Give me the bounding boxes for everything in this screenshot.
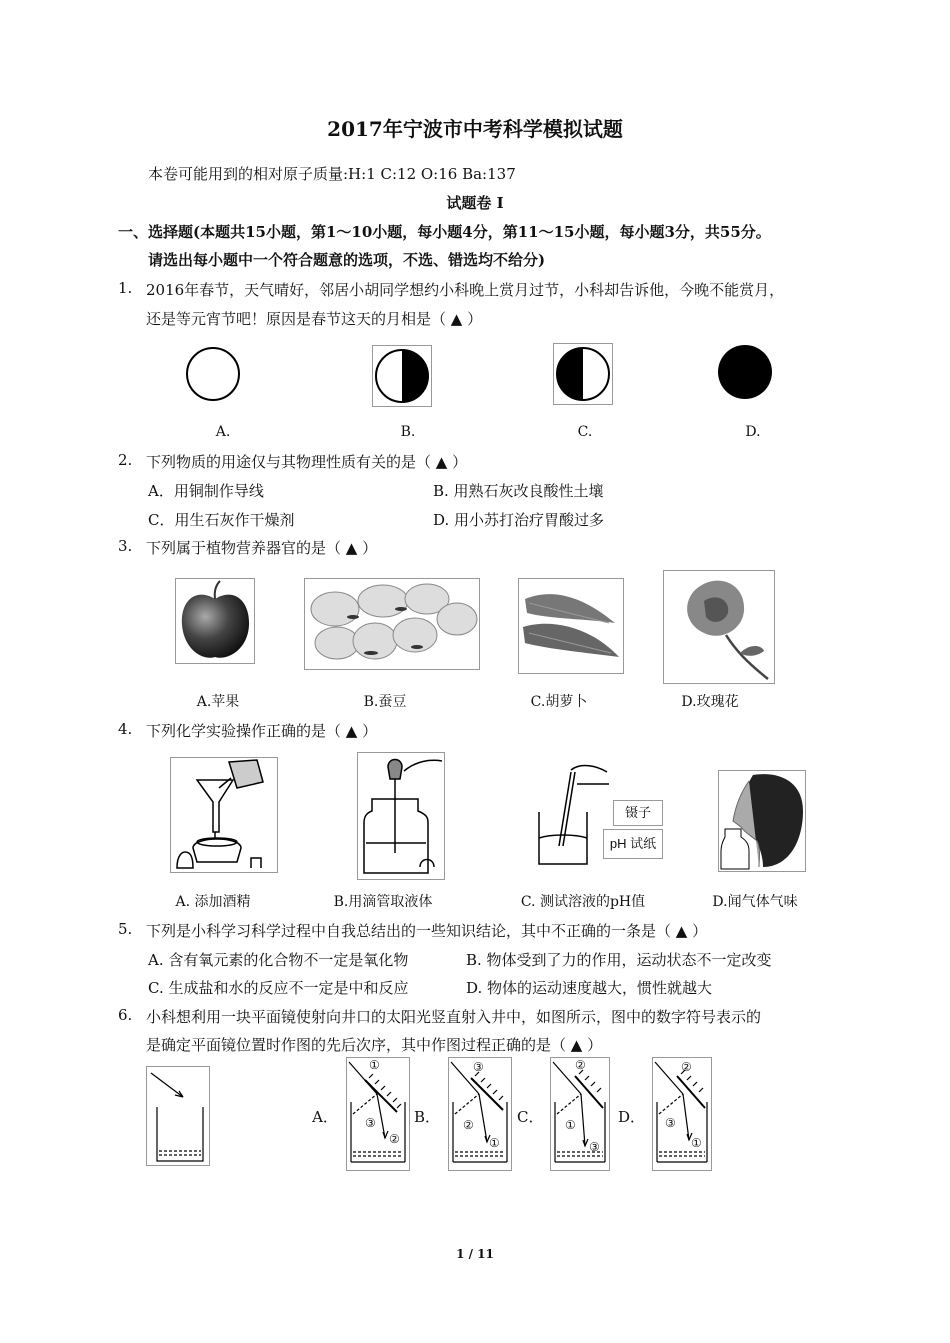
q1-text-line2: 还是等元宵节吧！原因是春节这天的月相是（ ▲ ） [146,310,483,328]
diagram-d-bottom-label: ① [691,1136,702,1150]
moon-phase-new-icon [714,341,776,403]
smell-gas-image [718,770,806,872]
q4-option-d: D.闻气体气味 [712,894,798,910]
q4-option-c: C. 测试溶液的pH值 [520,894,646,910]
q6-option-a: A． [312,1108,338,1126]
moon-phase-full-icon [183,344,243,404]
q1-option-d: D. [745,424,761,440]
q5-option-b: B. 物体受到了力的作用，运动状态不一定改变 [466,951,772,969]
dropper-image [357,752,445,880]
q2-option-a: A．用铜制作导线 [148,482,264,500]
diagram-a-mid-label: ③ [365,1116,376,1130]
part1-heading-line2: 请选出每小题中一个符合题意的选项，不选、错选均不给分) [148,251,546,269]
diagram-c-mid-label: ① [565,1118,576,1132]
rose-image [663,570,775,684]
tweezers-label: 镊子 [613,800,663,826]
q4-number: 4. [118,720,133,738]
q3-option-d: D.玫瑰花 [681,694,739,710]
moon-phase-last-quarter-icon [372,345,432,407]
carrot-image [518,578,624,674]
q2-option-c: C．用生石灰作干燥剂 [148,511,295,529]
q6-number: 6. [118,1006,133,1024]
moon-phase-first-quarter-icon [553,343,613,405]
q6-option-b: B． [414,1108,441,1126]
diagram-a-bottom-label: ② [389,1132,400,1146]
q1-option-b: B. [400,424,416,440]
q6-diagram-b [448,1057,512,1171]
part1-heading-line1: 一、选择题(本题共15小题，第1～10小题，每小题4分，第11～15小题，每小题3分，共55分。 [118,223,771,241]
well-problem-diagram [146,1066,210,1166]
q6-text-line1: 小科想利用一块平面镜使射向井口的太阳光竖直射入井中，如图所示，图中的数字符号表示的 [146,1008,762,1026]
adding-alcohol-image [170,757,278,873]
diagram-d-top-label: ② [681,1060,692,1074]
page-title: 2017年宁波市中考科学模拟试题 [327,117,623,141]
q1-text-line1: 2016年春节，天气晴好，邻居小胡同学想约小科晚上赏月过节，小科却告诉他，今晚不能赏月， [146,281,785,299]
q3-option-c: C.胡萝卜 [530,694,588,710]
q2-number: 2. [118,451,133,469]
q2-option-d: D. 用小苏打治疗胃酸过多 [433,511,605,529]
diagram-a-top-label: ① [369,1058,380,1072]
atomic-mass-note: 本卷可能用到的相对原子质量:H:1 C:12 O:16 Ba:137 [148,165,516,183]
apple-image [175,578,255,664]
q4-text: 下列化学实验操作正确的是（ ▲ ） [146,722,378,740]
q6-option-d: D． [618,1108,646,1126]
q4-option-a: A. 添加酒精 [175,894,251,910]
q1-option-a: A. [215,424,231,440]
q5-option-a: A. 含有氧元素的化合物不一定是氧化物 [148,951,409,969]
q3-option-a: A.苹果 [196,694,240,710]
diagram-c-bottom-label: ③ [589,1140,600,1154]
q1-option-c: C. [577,424,593,440]
q6-option-c: C． [517,1108,544,1126]
q6-diagram-c [550,1057,610,1171]
q5-option-c: C. 生成盐和水的反应不一定是中和反应 [148,979,409,997]
section-title: 试题卷 Ⅰ [446,194,504,212]
q3-text: 下列属于植物营养器官的是（ ▲ ） [146,539,378,557]
q3-number: 3. [118,537,133,555]
diagram-b-mid-label: ② [463,1118,474,1132]
q4-option-b: B.用滴管取液体 [333,894,433,910]
page-number: 1 / 11 [456,1247,494,1261]
ph-test-image [531,762,611,872]
q2-text: 下列物质的用途仅与其物理性质有关的是（ ▲ ） [146,453,468,471]
diagram-d-mid-label: ③ [665,1116,676,1130]
q1-number: 1. [118,279,133,297]
q5-number: 5. [118,920,133,938]
broad-bean-image [304,578,480,670]
q5-text: 下列是小科学习科学过程中自我总结出的一些知识结论，其中不正确的一条是（ ▲ ） [146,922,708,940]
q6-diagram-d [652,1057,712,1171]
q6-text-line2: 是确定平面镜位置时作图的先后次序，其中作图过程正确的是（ ▲ ） [146,1036,603,1054]
q3-option-b: B.蚕豆 [363,694,407,710]
q5-option-d: D. 物体的运动速度越大，惯性就越大 [466,979,713,997]
diagram-b-bottom-label: ① [489,1136,500,1150]
q2-option-b: B. 用熟石灰改良酸性土壤 [433,482,604,500]
ph-paper-label: pH 试纸 [603,829,663,859]
diagram-c-top-label: ② [575,1058,586,1072]
diagram-b-top-label: ③ [473,1060,484,1074]
q6-diagram-a [346,1057,410,1171]
